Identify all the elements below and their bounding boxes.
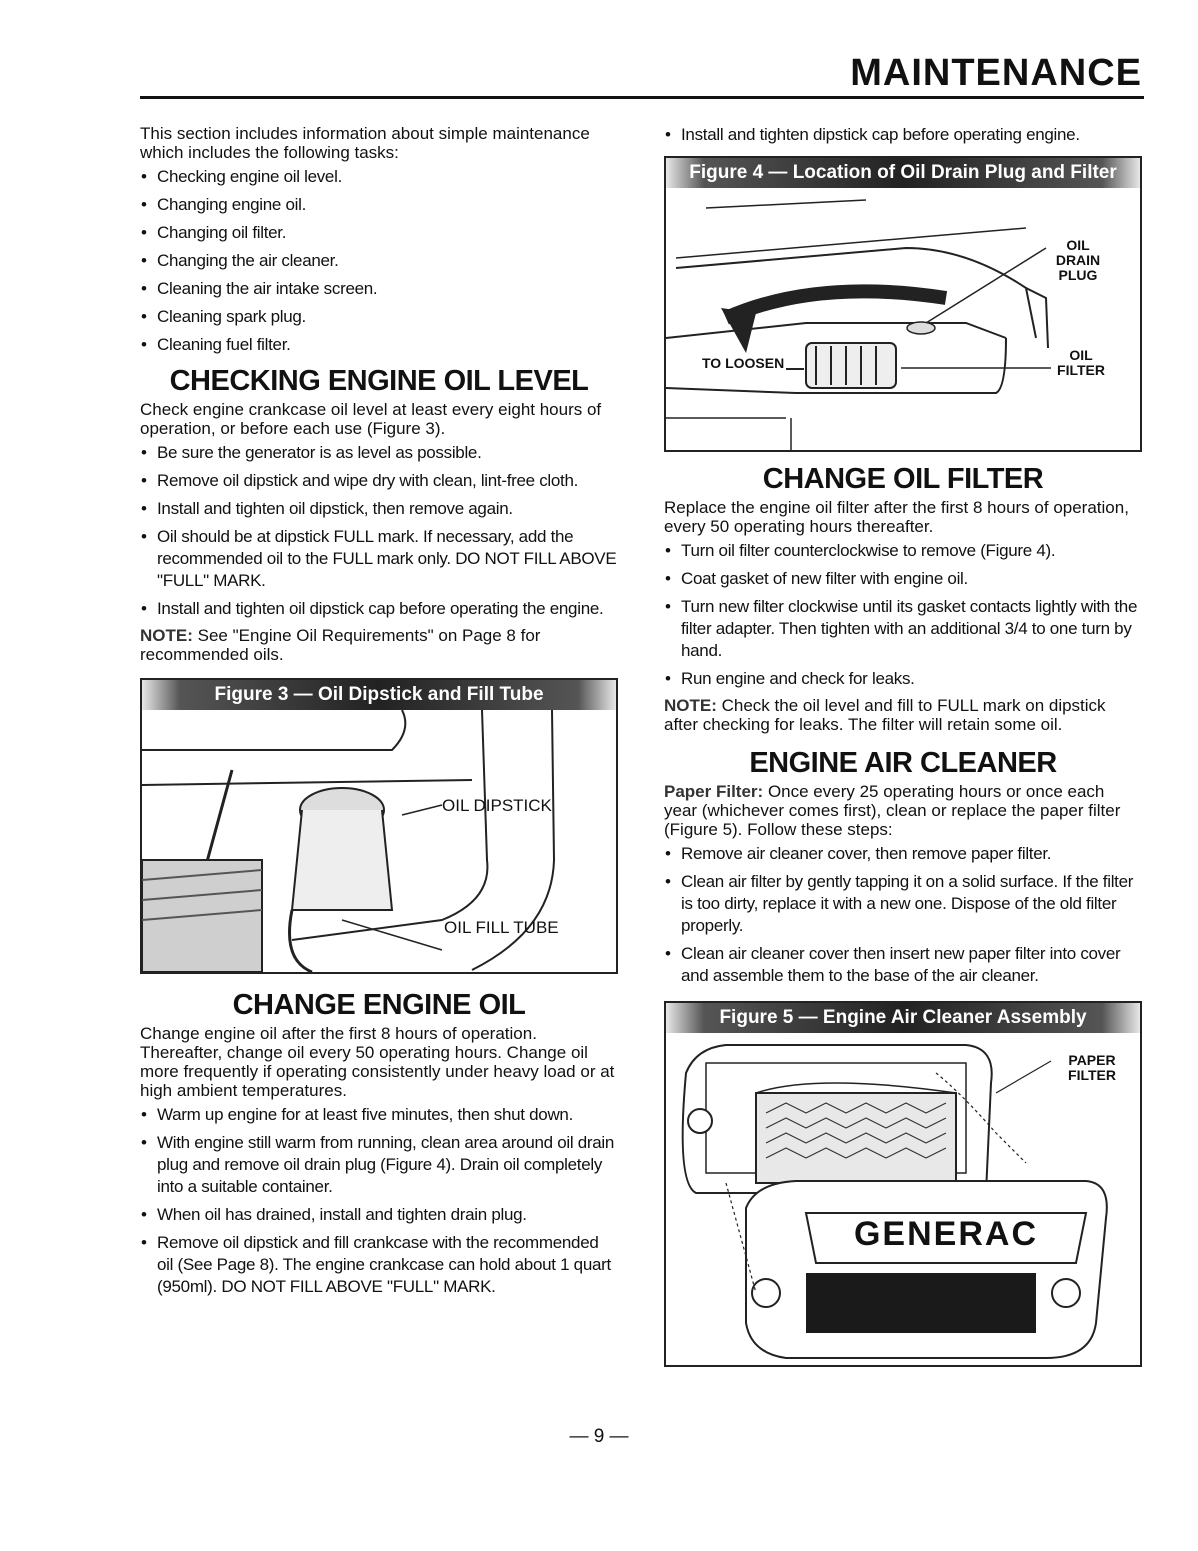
- list-item: • Warm up engine for at least five minutes, then shut down.: [140, 1104, 618, 1126]
- label-oil-fill-tube: OIL FILL TUBE: [444, 918, 559, 937]
- change-filter-note: [664, 696, 1142, 734]
- list-item: • Turn new filter clockwise until its gasket contacts lightly with the filter adapter. Then tighten with an additional 3/4 to one turn by hand.: [664, 596, 1142, 662]
- list-item: • With engine still warm from running, clean area around oil drain plug and remove oil drain plug (Figure 4). Drain oil completely into a suitable container.: [140, 1132, 618, 1198]
- section-heading-change-oil: CHANGE ENGINE OIL: [232, 989, 526, 1021]
- list-item: • Remove oil dipstick and fill crankcase with the recommended oil (See Page 8). The engine crankcase can hold about 1 quart (950ml). DO NOT FILL ABOVE "FULL" MARK.: [140, 1232, 618, 1298]
- list-item: • Clean air filter by gently tapping it on a solid surface. If the filter is too dirty, replace it with a new one. Dispose of the old filter properly.: [664, 871, 1142, 937]
- list-item: • Run engine and check for leaks.: [664, 668, 1142, 690]
- figure-3: [140, 678, 618, 974]
- label-oil-dipstick: OIL DIPSTICK: [442, 796, 552, 815]
- change-filter-text: Replace the engine oil filter after the first 8 hours of operation, every 50 operating hours thereafter.: [664, 498, 1129, 536]
- note-label: NOTE:: [140, 626, 193, 645]
- list-item: • Install and tighten oil dipstick, then remove again.: [140, 498, 618, 520]
- list-item: • Cleaning the air intake screen.: [140, 278, 618, 300]
- right-column: [664, 124, 1142, 1367]
- change-oil-text: Change engine oil after the first 8 hours of operation. Thereafter, change oil every 50 operating hours. Change oil more frequently if operating consistently under heavy load or at high ambient temperatures.: [140, 1024, 615, 1100]
- figure-4: [664, 156, 1142, 452]
- air-cleaner-body: Once every 25 operating hours or once each year (whichever comes first), clean or replace the paper filter (Figure 5). Follow these steps:: [664, 782, 1121, 839]
- checking-note: [140, 626, 618, 664]
- list-item: • When oil has drained, install and tighten drain plug.: [140, 1204, 618, 1226]
- page-header-title: MAINTENANCE: [850, 52, 1142, 94]
- note-text: Check the oil level and fill to FULL mark on dipstick after checking for leaks. The filter will retain some oil.: [664, 696, 1106, 734]
- figure-3-title: Figure 3 — Oil Dipstick and Fill Tube: [142, 680, 616, 710]
- figure-4-illustration: [666, 188, 1128, 450]
- list-item: • Cleaning spark plug.: [140, 306, 618, 328]
- list-item: • Changing engine oil.: [140, 194, 618, 216]
- list-item: • Cleaning fuel filter.: [140, 334, 618, 356]
- list-item: • Clean air cleaner cover then insert new paper filter into cover and assemble them to the base of the air cleaner.: [664, 943, 1142, 987]
- header-rule: [140, 96, 1144, 99]
- list-item: • Oil should be at dipstick FULL mark. If necessary, add the recommended oil to the FULL mark only. DO NOT FILL ABOVE "FULL" MARK.: [140, 526, 618, 592]
- section-heading-air-cleaner: ENGINE AIR CLEANER: [749, 747, 1057, 779]
- intro-text: This section includes information about simple maintenance which includes the following tasks:: [140, 124, 590, 162]
- list-item: • Coat gasket of new filter with engine oil.: [664, 568, 1142, 590]
- list-item: • Turn oil filter counterclockwise to remove (Figure 4).: [664, 540, 1142, 562]
- top-steps: [664, 124, 1142, 146]
- list-item: • Install and tighten oil dipstick cap before operating the engine.: [140, 598, 618, 620]
- figure-5-illustration: [666, 1033, 1128, 1365]
- list-item: • Remove oil dipstick and wipe dry with clean, lint-free cloth.: [140, 470, 618, 492]
- label-paper-filter: PAPER FILTER: [1068, 1052, 1116, 1083]
- list-item: • Remove air cleaner cover, then remove paper filter.: [664, 843, 1142, 865]
- air-cleaner-steps: [664, 843, 1142, 987]
- figure-4-title: Figure 4 — Location of Oil Drain Plug and Filter: [666, 158, 1140, 188]
- checking-text: Check engine crankcase oil level at least every eight hours of operation, or before each use (Figure 3).: [140, 400, 602, 438]
- note-label: NOTE:: [664, 696, 717, 715]
- checking-steps: [140, 442, 618, 620]
- section-heading-checking-oil: CHECKING ENGINE OIL LEVEL: [169, 365, 589, 397]
- list-item: • Checking engine oil level.: [140, 166, 618, 188]
- section-heading-change-filter: CHANGE OIL FILTER: [762, 463, 1044, 495]
- page-number: — 9 —: [569, 1426, 629, 1447]
- change-oil-steps: [140, 1104, 618, 1298]
- label-to-loosen: TO LOOSEN: [702, 355, 785, 371]
- list-item: • Changing oil filter.: [140, 222, 618, 244]
- list-item: • Be sure the generator is as level as possible.: [140, 442, 618, 464]
- task-list: [140, 166, 618, 356]
- list-item: • Changing the air cleaner.: [140, 250, 618, 272]
- list-item: • Install and tighten dipstick cap before operating engine.: [664, 124, 1142, 146]
- label-oil-filter: OIL FILTER: [1057, 347, 1105, 378]
- paper-filter-label: Paper Filter:: [664, 782, 764, 801]
- label-oil-drain-plug: OIL DRAIN PLUG: [1055, 237, 1101, 283]
- note-text: See "Engine Oil Requirements" on Page 8 for recommended oils.: [140, 626, 541, 664]
- figure-5-title: Figure 5 — Engine Air Cleaner Assembly: [666, 1003, 1140, 1033]
- air-cleaner-text: [664, 782, 1142, 839]
- change-filter-steps: [664, 540, 1142, 690]
- left-column: [140, 124, 618, 1304]
- generac-logo: GENERAC: [853, 1215, 1039, 1253]
- figure-5: [664, 1001, 1142, 1367]
